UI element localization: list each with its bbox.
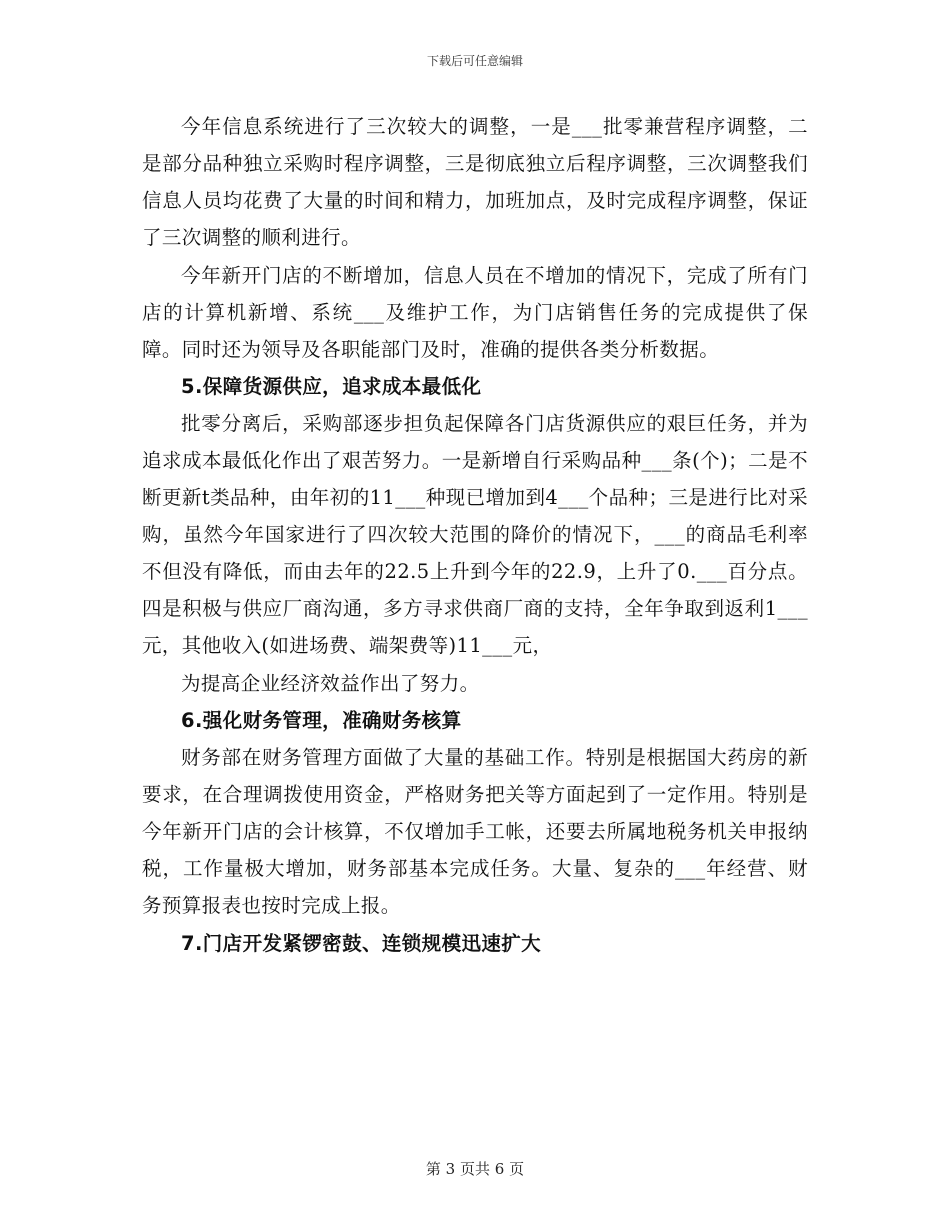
page-header: 下载后可任意编辑 bbox=[426, 54, 523, 68]
document-body bbox=[142, 108, 808, 962]
paragraph-efficiency: 为提高企业经济效益作出了努力。 bbox=[181, 671, 480, 695]
section-heading-6: 6.强化财务管理，准确财务核算 bbox=[181, 709, 462, 732]
paragraph-finance: 财务部在财务管理方面做了大量的基础工作。特别是根据国大药房的新要求，在合理调拨使用资金，严格财务把关等方面起到了一定作用。特别是今年新开门店的会计核算，不仅增加手工帐，还要去所属地税务机关申报纳税，工作量极大增加，财务部基本完成任务。大量、复杂的___年经营、财务预算报表也按时完成上报。 bbox=[142, 746, 808, 917]
section-heading-7: 7.门店开发紧锣密鼓、连锁规模迅速扩大 bbox=[181, 931, 542, 955]
paragraph-info-system: 今年信息系统进行了三次较大的调整，一是___批零兼营程序调整，二是部分品种独立采购时程序调整，三是彻底独立后程序调整，三次调整我们信息人员均花费了大量的时间和精力，加班加点，及时完成程序调整，保证了三次调整的顺利进行。 bbox=[142, 115, 808, 249]
paragraph-procurement: 批零分离后，采购部逐步担负起保障各门店货源供应的艰巨任务，并为追求成本最低化作出了艰苦努力。一是新增自行采购品种___条(个)；二是不断更新t类品种，由年初的11___种现已增加到4___个品种；三是进行比对采购，虽然今年国家进行了四次较大范围的降价的情况下，___的商品毛利率不但没有降低，而由去年的22.5上升到今年的22.9，上升了0.___百分点。四是积极与供应厂商沟通，多方寻求供商厂商的支持，全年争取到返利1___元，其他收入(如进场费、端架费等)11___元， bbox=[142, 412, 808, 657]
page-footer: 第 3 页共 6 页 bbox=[425, 1160, 525, 1178]
section-heading-5: 5.保障货源供应，追求成本最低化 bbox=[181, 375, 482, 398]
paragraph-new-stores: 今年新开门店的不断增加，信息人员在不增加的情况下，完成了所有门店的计算机新增、系统___及维护工作，为门店销售任务的完成提供了保障。同时还为领导及各职能部门及时，准确的提供各类分析数据。 bbox=[142, 263, 808, 361]
